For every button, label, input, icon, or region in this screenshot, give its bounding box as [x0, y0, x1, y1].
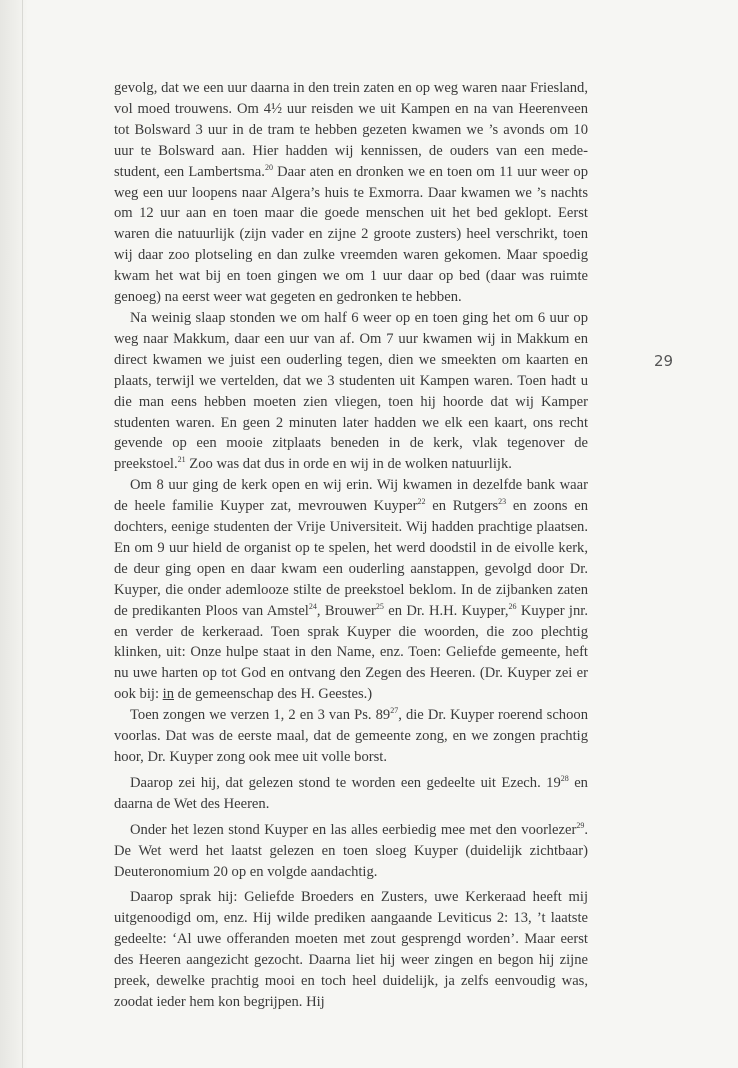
- footnote-marker: 22: [417, 497, 426, 507]
- footnote-marker: 27: [390, 706, 399, 716]
- underlined-text: in: [162, 686, 175, 703]
- text-run: en zoons en dochters, eenige studenten der Vrije Universiteit. Wij hadden prachtige plaatsen. En om 9 uur hield de organist op te spelen, het werd doodstil in de eivolle kerk, de deur ging open en daar kwam een ouderling aanstappen, gevolgd door Dr. Kuyper, die onder ademlooze stilte de preekstoel beklom. In de zijbanken zaten de predikanten Ploos van Amstel: [114, 498, 588, 619]
- gutter-divider: [22, 0, 23, 1068]
- paragraph: [114, 308, 588, 475]
- text-run: Daar aten en dronken we en toen om 11 uur weer op weg een uur loopens naar Algera’s huis te Exmorra. Daar kwamen we ’s nachts om 12 uur aan en toen maar die goede menschen uit het bed geklopt. Eerst waren die natuurlijk (zijn vader en zijne 2 groote zusters) heel verschrikt, toen wij daar zoo plotseling en dan zulke vreemden waren gekomen. Maar spoedig kwam het wat bij en toen gingen we om 1 uur daar op bed (daar was ruimte genoeg) na eerst weer wat gegeten en gedronken te hebben.: [114, 163, 588, 306]
- text-run: Daarop zei hij, dat gelezen stond te worden een gedeelte uit Ezech. 19: [130, 774, 561, 791]
- paragraph: [114, 78, 588, 308]
- body-text: [114, 78, 588, 1013]
- text-run: Om 8 uur ging de kerk open en wij erin. Wij kwamen in dezelfde bank waar de heele familie Kuyper zat, mevrouwen Kuyper: [114, 477, 588, 515]
- text-run: , die Dr. Kuyper roerend schoon voorlas. Dat was de eerste maal, dat de gemeente zong, en we zongen prachtig hoor, Dr. Kuyper zong ook mee uit volle borst.: [114, 707, 588, 765]
- text-run: Kuyper jnr. en verder de kerkeraad. Toen sprak Kuyper die woorden, die zoo plechtig klinken, uit: Onze hulpe staat in den Name, enz. Toen: Geliefde gemeente, heft nu uwe harten op tot God en ontvang den Zegen des Heeren. (Dr. Kuyper zei er ook bij:: [114, 602, 588, 703]
- footnote-marker: 29: [576, 820, 585, 830]
- text-run: gevolg, dat we een uur daarna in den trein zaten en op weg waren naar Friesland, vol moed trouwens. Om 4½ uur reisden we uit Kampen en na van Heerenveen tot Bolsward 3 uur in de tram te hebben gezeten kwamen we ’s avonds om 10 uur te Bolsward aan. Hier hadden wij kennissen, de ouders van een mede-student, een Lambertsma.: [114, 80, 588, 180]
- paragraph: [114, 773, 588, 815]
- paragraph: [114, 887, 588, 1012]
- footnote-marker: 23: [498, 497, 507, 507]
- text-run: en Rutgers: [425, 498, 499, 515]
- footnote-marker: 25: [375, 601, 384, 611]
- text-run: Onder het lezen stond Kuyper en las alles eerbiedig mee met den voorlezer: [130, 821, 577, 838]
- text-run: , Brouwer: [316, 602, 376, 619]
- footnote-marker: 21: [177, 455, 186, 465]
- text-run: en daarna de Wet des Heeren.: [114, 774, 588, 812]
- text-run: de gemeenschap des H. Geestes.): [174, 686, 373, 703]
- paragraph: [114, 705, 588, 768]
- footnote-marker: 20: [264, 162, 273, 172]
- paragraph: [114, 475, 588, 705]
- text-run: en Dr. H.H. Kuyper,: [383, 602, 509, 619]
- footnote-marker: 28: [560, 774, 569, 784]
- page-gutter-shadow: [0, 0, 28, 1068]
- text-run: Toen zongen we verzen 1, 2 en 3 van Ps. 89: [130, 707, 391, 724]
- text-run: . De Wet werd het laatst gelezen en toen sloeg Kuyper (duidelijk zichtbaar) Deuteronomium 20 op en volgde aandachtig.: [114, 821, 588, 880]
- page-number: 29: [654, 352, 674, 370]
- text-run: Zoo was dat dus in orde en wij in de wolken natuurlijk.: [185, 456, 512, 473]
- text-run: Na weinig slaap stonden we om half 6 weer op en toen ging het om 6 uur op weg naar Makkum, daar een uur van af. Om 7 uur kwamen wij in Makkum en direct kwamen we juist een ouderling tegen, dien we smeekten om kaarten en plaats, terwijl we vertelden, dat we 3 studenten uit Kampen waren. Toen hadt u die man eens hebben moeten zien vliegen, toen hij hoorde dat wij Kamper studenten waren. En geen 2 minuten later hadden we elk een kaart, ons recht gevende op een mooie zitplaats beneden in de kerk, vlak tegenover de preekstoel.: [114, 309, 588, 473]
- footnote-marker: 26: [508, 601, 517, 611]
- footnote-marker: 24: [308, 601, 317, 611]
- text-run: Daarop sprak hij: Geliefde Broeders en Zusters, uwe Kerkeraad heeft mij uitgenoodigd om, enz. Hij wilde prediken aangaande Leviticus 2: 13, ’t laatste gedeelte: ‘Al uwe offeranden moeten met zout gesprengd worden’. Maar eerst des Heeren aangezicht gezocht. Daarna liet hij weer zingen en begon hij zijne preek, dewelke prachtig mooi en toch heel duidelijk, ja zelfs eenvoudig was, zoodat ieder hem kon begrijpen. Hij: [114, 889, 588, 1010]
- paragraph: [114, 820, 588, 883]
